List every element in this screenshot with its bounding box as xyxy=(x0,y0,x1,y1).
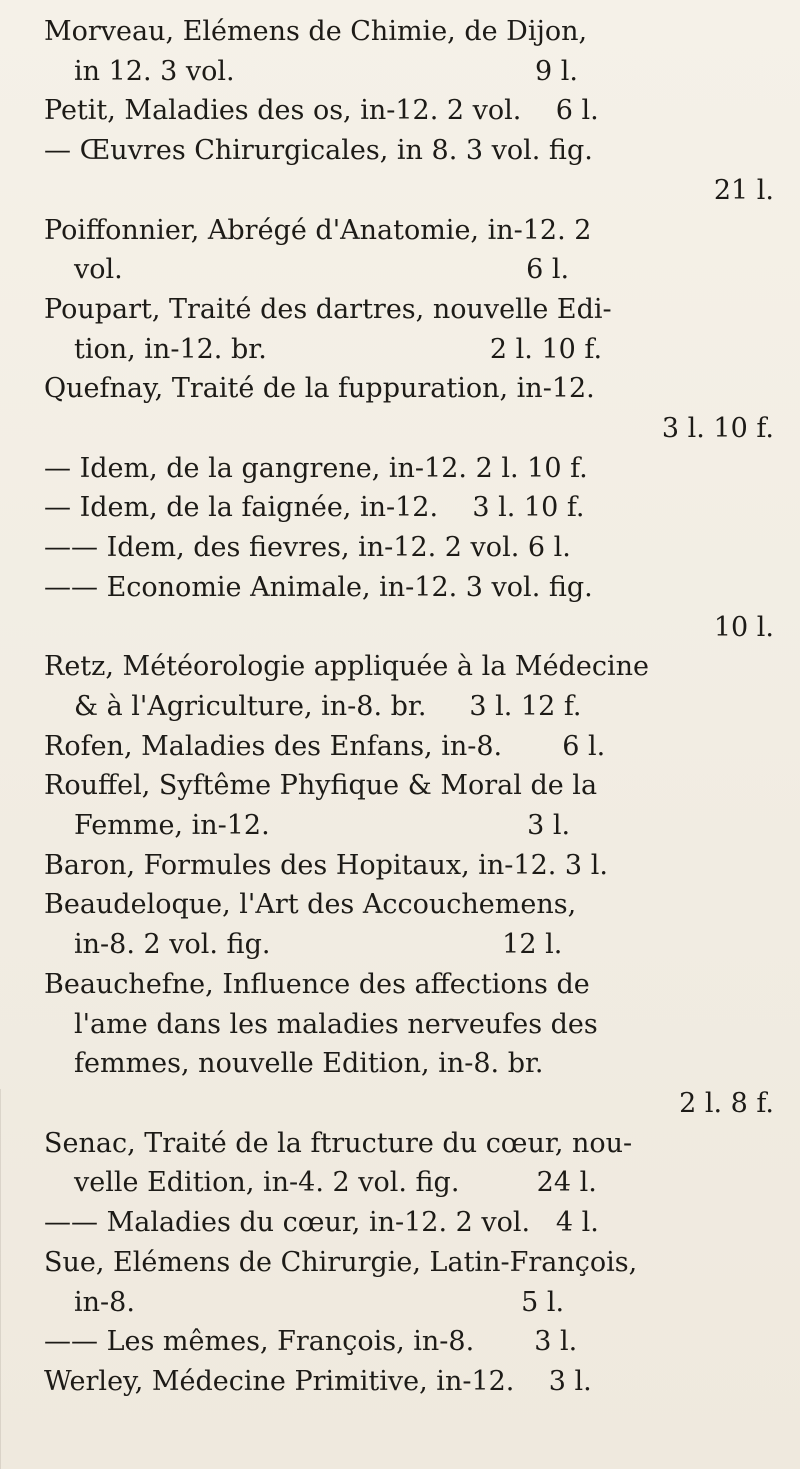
catalog-entry xyxy=(44,211,774,290)
entry-title-line: Retz, Météorologie appliquée à la Médecine xyxy=(44,651,649,683)
entry-title-line: —— Les mêmes, François, in-8. 3 l. xyxy=(44,1326,578,1358)
entry-continuation-line: Femme, in-12. 3 l. xyxy=(74,810,571,842)
entry-title-line: — Idem, de la faignée, in-12. 3 l. 10 f. xyxy=(44,492,585,524)
catalog-entry xyxy=(44,12,774,91)
entry-title-line: Baron, Formules des Hopitaux, in-12. 3 l. xyxy=(44,849,608,881)
entry-continuation-line: femmes, nouvelle Edition, in-8. br. xyxy=(74,1048,544,1080)
entry-continuation-line: vol. 6 l. xyxy=(74,254,570,286)
entry-title-line: Beauchefne, Influence des affections de xyxy=(44,968,590,1000)
catalog-entry xyxy=(44,290,774,369)
catalog-entry xyxy=(44,488,774,528)
entry-title-line: Werley, Médecine Primitive, in-12. 3 l. xyxy=(44,1365,592,1397)
catalog-entry xyxy=(44,91,774,131)
catalog-entry xyxy=(44,1203,774,1243)
page-edge-shadow xyxy=(0,1089,61,1469)
catalog-entry xyxy=(44,647,774,726)
entry-continuation-line: 10 l. xyxy=(713,611,774,643)
entry-title-line: Beaudeloque, l'Art des Accouchemens, xyxy=(44,889,577,921)
catalog-entry xyxy=(44,568,774,647)
entry-title-line: Rouffel, Syftême Phyfique & Moral de la xyxy=(44,770,598,802)
entry-continuation-line: in-8. 2 vol. fig. 12 l. xyxy=(74,929,563,961)
entry-title-line: Sue, Elémens de Chirurgie, Latin-François, xyxy=(44,1246,638,1278)
entry-title-line: —— Maladies du cœur, in-12. 2 vol. 4 l. xyxy=(44,1207,599,1239)
entry-title-line: —— Economie Animale, in-12. 3 vol. fig. xyxy=(44,571,593,603)
catalog-entry xyxy=(44,766,774,845)
entry-title-line: —— Idem, des fievres, in-12. 2 vol. 6 l. xyxy=(44,532,571,564)
entry-title-line: Senac, Traité de la ftructure du cœur, nou- xyxy=(44,1127,633,1159)
entry-continuation-line: 2 l. 8 f. xyxy=(679,1087,774,1119)
catalog-entry xyxy=(44,369,774,448)
entry-continuation-line: 3 l. 10 f. xyxy=(661,413,774,445)
catalog-listing xyxy=(44,12,774,1402)
entry-title-line: Rofen, Maladies des Enfans, in-8. 6 l. xyxy=(44,730,606,762)
catalog-entry xyxy=(44,965,774,1124)
catalog-entry xyxy=(44,528,774,568)
entry-title-line: — Idem, de la gangrene, in-12. 2 l. 10 f. xyxy=(44,452,588,484)
entry-continuation-line: tion, in-12. br. 2 l. 10 f. xyxy=(74,333,603,365)
entry-continuation-line: in 12. 3 vol. 9 l. xyxy=(74,55,578,87)
entry-title-line: Morveau, Elémens de Chimie, de Dijon, xyxy=(44,16,588,47)
entry-continuation-line: & à l'Agriculture, in-8. br. 3 l. 12 f. xyxy=(74,690,582,722)
entry-title-line: Petit, Maladies des os, in-12. 2 vol. 6 l. xyxy=(44,95,599,127)
catalog-entry xyxy=(44,1243,774,1322)
entry-title-line: — Œuvres Chirurgicales, in 8. 3 vol. fig. xyxy=(44,135,593,167)
catalog-entry xyxy=(44,727,774,767)
entry-continuation-line: velle Edition, in-4. 2 vol. fig. 24 l. xyxy=(74,1167,597,1199)
catalog-entry xyxy=(44,1124,774,1203)
catalog-entry xyxy=(44,449,774,489)
catalog-entry xyxy=(44,846,774,886)
entry-continuation-line: l'ame dans les maladies nerveufes des xyxy=(74,1008,598,1040)
catalog-entry xyxy=(44,131,774,210)
catalog-entry xyxy=(44,885,774,964)
entry-title-line: Poupart, Traité des dartres, nouvelle Edi- xyxy=(44,293,612,325)
catalog-entry xyxy=(44,1322,774,1362)
entry-title-line: Poiffonnier, Abrégé d'Anatomie, in-12. 2 xyxy=(44,214,592,246)
entry-continuation-line: in-8. 5 l. xyxy=(74,1286,565,1318)
catalog-entry xyxy=(44,1362,774,1402)
entry-title-line: Quefnay, Traité de la fuppuration, in-12. xyxy=(44,373,595,405)
entry-continuation-line: 21 l. xyxy=(713,174,774,206)
